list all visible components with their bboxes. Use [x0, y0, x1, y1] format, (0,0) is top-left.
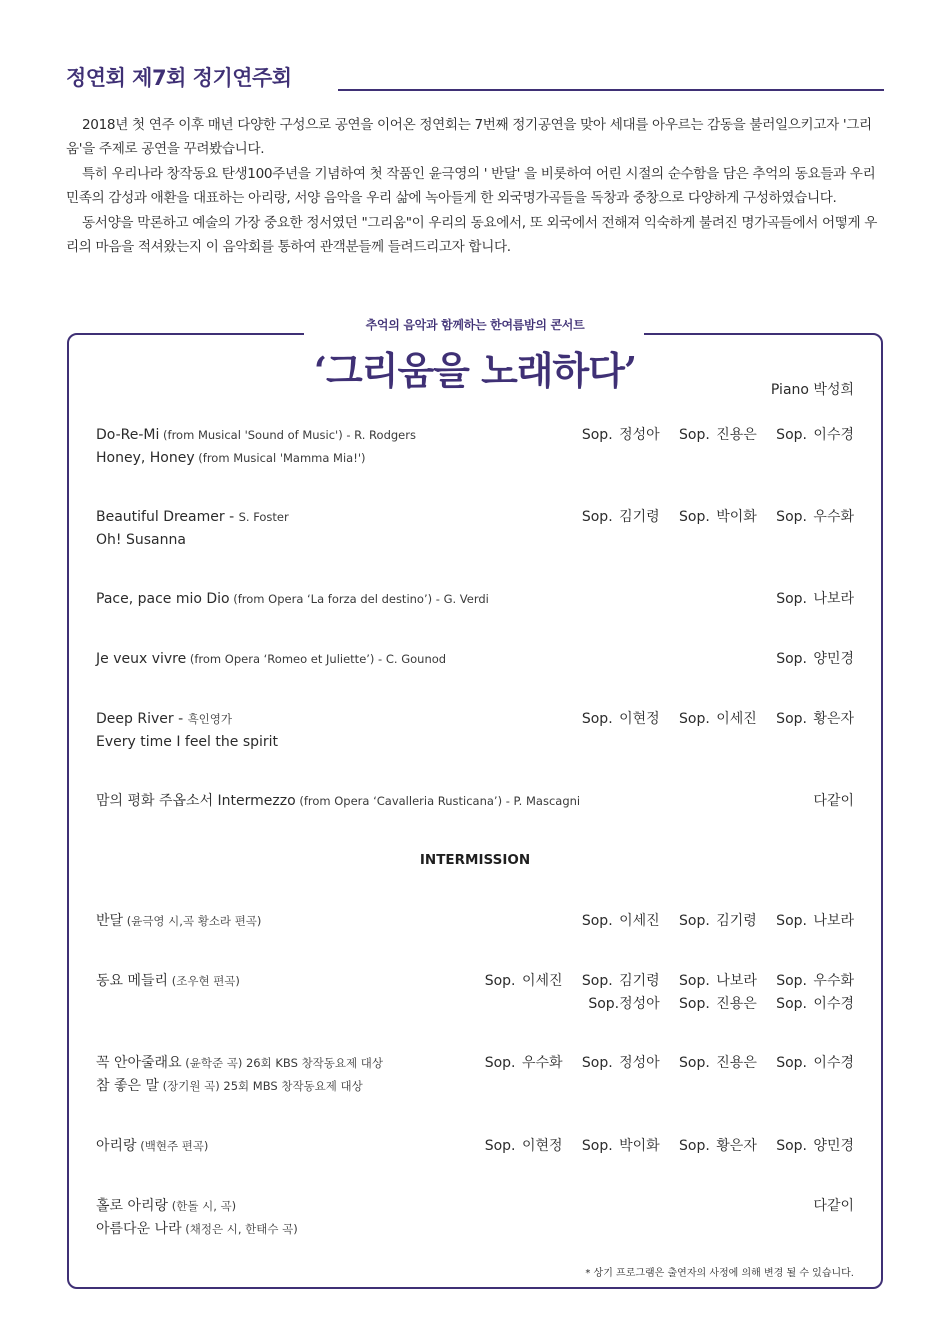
program-title: ‘그리움을 노래하다’ — [313, 348, 637, 393]
piece-note: (from Musical 'Sound of Music') - R. Rodgers — [159, 428, 416, 442]
piece-title: 참 좋은 말 — [96, 1078, 159, 1094]
section-heading — [66, 62, 884, 96]
program-item — [96, 1052, 854, 1098]
performer-line: Sop.정성아 Sop. 진용은 Sop. 이수경 — [588, 996, 854, 1012]
program-item — [96, 506, 854, 552]
performer-line: Sop. 이세진 Sop. 김기령 Sop. 나보라 Sop. 우수화 — [484, 973, 854, 989]
piece-note: (윤학준 곡) 26회 KBS 창작동요제 대상 — [181, 1056, 383, 1070]
performer-line: Sop. 김기령 Sop. 박이화 Sop. 우수화 — [581, 509, 854, 525]
performers — [813, 1195, 854, 1218]
intro-paragraph-2: 특히 우리나라 창작동요 탄생100주년을 기념하여 첫 작품인 윤극영의 ' 반달' 을 비롯하여 어린 시절의 순수함을 담은 추억의 동요들과 우리 민족의 감성과 애환을 대표하는 아리랑, 서양 음악을 우리 삶에 녹아들게 한 외국명가곡들을 독창과 중창으로 다양하게 구성하였습니다. — [66, 165, 876, 207]
program-item — [96, 424, 854, 470]
piece-title: 반달 — [96, 913, 124, 929]
piece-line — [96, 1218, 854, 1241]
piece-line — [96, 447, 854, 470]
performers — [582, 910, 854, 933]
program-item — [96, 970, 854, 1012]
piece-line — [96, 1075, 854, 1098]
piece-title: Honey, Honey — [96, 450, 195, 466]
performers — [813, 790, 854, 813]
piece-note: (백현주 편곡) — [136, 1139, 209, 1153]
program-item — [96, 910, 854, 933]
performers — [582, 424, 854, 447]
concert-heading: 정연회 제7회 정기연주회 — [66, 66, 292, 90]
intro-text — [66, 113, 884, 259]
performers — [776, 648, 854, 671]
piece-title: 꼭 안아줄래요 — [96, 1055, 182, 1071]
piece-title: Je veux vivre — [96, 651, 187, 667]
piece-title: 아리랑 — [96, 1138, 137, 1154]
piece-note: (윤극영 시,곡 황소라 편곡) — [123, 914, 262, 928]
performers — [776, 588, 854, 611]
performer-line: Sop. 나보라 — [776, 591, 854, 607]
performer-line: 다같이 — [813, 793, 854, 809]
piece-note: 흑인영가 — [187, 712, 233, 726]
heading-underline — [338, 89, 884, 91]
piece-title: Oh! Susanna — [96, 532, 186, 548]
piece-note: (한돌 시, 곡) — [168, 1199, 237, 1213]
pianist-credit: Piano 박성희 — [770, 382, 854, 398]
performers — [485, 970, 854, 1016]
intro-paragraph-3: 동서양을 막론하고 예술의 가장 중요한 정서였던 "그리움"이 우리의 동요에서, 또 외국에서 전해져 익숙하게 불려진 명가곡들에서 어떻게 우리의 마음을 적셔왔는지 이 음악회를 통하여 관객분들께 들려드리고자 합니다. — [66, 214, 878, 256]
performer-line: Sop. 이현정 Sop. 박이화 Sop. 황은자 Sop. 양민경 — [484, 1138, 854, 1154]
piece-title: 홀로 아리랑 — [96, 1198, 169, 1214]
piece-line — [96, 588, 854, 611]
program-item — [96, 1195, 854, 1241]
piece-title: Deep River - — [96, 711, 188, 727]
piece-title: 맘의 평화 주옵소서 Intermezzo — [96, 793, 296, 809]
performer-line: Sop. 양민경 — [776, 651, 854, 667]
piece-line — [96, 1195, 854, 1218]
program-subtitle: 추억의 음악과 함께하는 한여름밤의 콘서트 — [365, 318, 585, 332]
intro-paragraph-1: 2018년 첫 연주 이후 매년 다양한 구성으로 공연을 이어온 정연회는 7번째 정기공연을 맞아 세대를 아우르는 감동을 불러일으키고자 '그리움'을 주제로 공연을 꾸려봤습니다. — [66, 117, 872, 158]
piece-note: (조우현 편곡) — [168, 974, 240, 988]
performers — [485, 1052, 854, 1075]
piece-note: (from Opera ‘Romeo et Juliette’) - C. Gounod — [186, 652, 447, 666]
piece-line — [96, 790, 854, 813]
piece-title: Do-Re-Mi — [96, 427, 160, 443]
piece-note: S. Foster — [238, 510, 289, 524]
performers — [582, 506, 854, 529]
program-item — [96, 708, 854, 754]
piece-line — [96, 529, 854, 552]
piece-note: (from Musical 'Mamma Mia!') — [194, 451, 366, 465]
performers — [582, 708, 854, 731]
performer-line: Sop. 이현정 Sop. 이세진 Sop. 황은자 — [581, 711, 854, 727]
intermission-label: INTERMISSION — [419, 852, 531, 868]
piece-note: (from Opera ‘La forza del destino’) - G. Verdi — [229, 592, 489, 606]
piece-note: (채정은 시, 한태수 곡) — [181, 1222, 298, 1236]
piece-title: Beautiful Dreamer - — [96, 509, 239, 525]
performer-line: Sop. 우수화 Sop. 정성아 Sop. 진용은 Sop. 이수경 — [484, 1055, 854, 1071]
performer-line: Sop. 이세진 Sop. 김기령 Sop. 나보라 — [581, 913, 854, 929]
program-footnote: * 상기 프로그램은 출연자의 사정에 의해 변경 될 수 있습니다. — [585, 1268, 854, 1279]
piece-title: Pace, pace mio Dio — [96, 591, 230, 607]
performer-line: Sop. 정성아 Sop. 진용은 Sop. 이수경 — [581, 427, 854, 443]
program-item — [96, 1135, 854, 1158]
piece-line — [96, 731, 854, 754]
piece-title: 아름다운 나라 — [96, 1221, 182, 1237]
piece-note: (장기원 곡) 25회 MBS 창작동요제 대상 — [159, 1079, 363, 1093]
piece-line — [96, 648, 854, 671]
piece-title: Every time I feel the spirit — [96, 734, 279, 750]
program-item — [96, 648, 854, 671]
performer-line: 다같이 — [813, 1198, 854, 1214]
program-item — [96, 588, 854, 611]
program-item — [96, 790, 854, 813]
piece-note: (from Opera ‘Cavalleria Rusticana’) - P. Mascagni — [295, 794, 581, 808]
piece-title: 동요 메들리 — [96, 973, 169, 989]
performers — [485, 1135, 854, 1158]
